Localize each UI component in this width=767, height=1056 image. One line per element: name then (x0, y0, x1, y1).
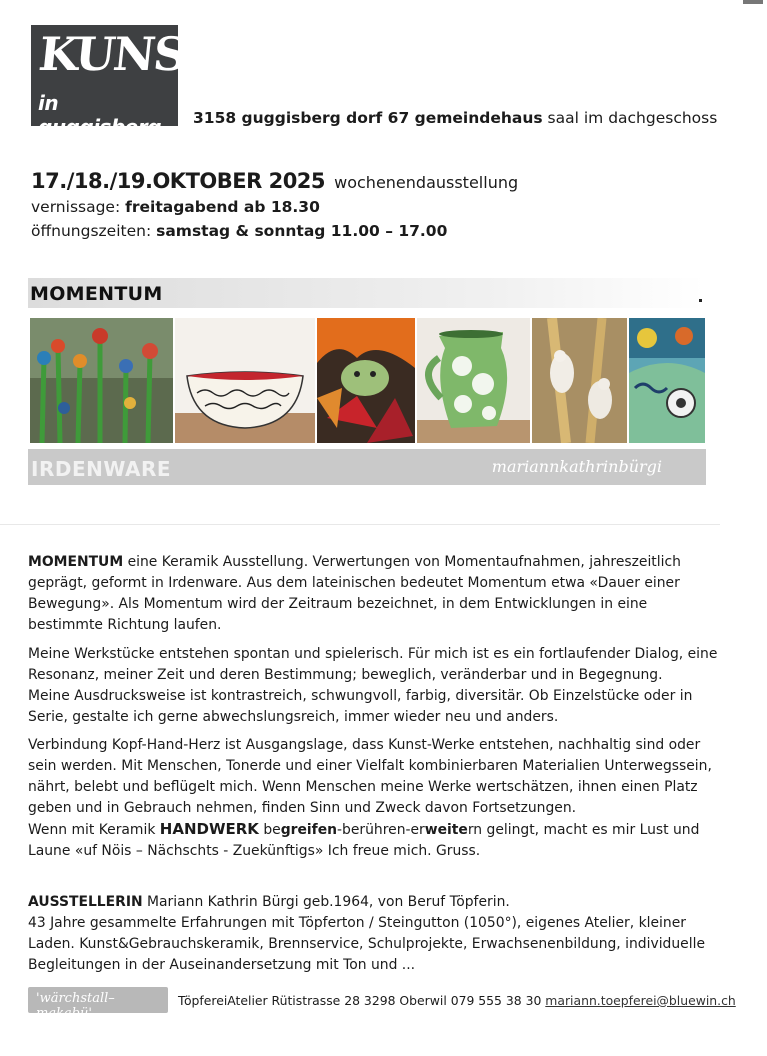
scan-corner-mark (743, 0, 763, 4)
section-divider (0, 524, 720, 525)
footer-address: TöpfereiAtelier Rütistrasse 28 3298 Oberwil 079 555 38 30 (178, 993, 546, 1008)
momentum-body: eine Keramik Ausstellung. Verwertungen von Momentaufnahmen, jahreszeitlich geprägt, geformt in Irdenware. Aus dem lateinischen bedeutet Momentum etwa «Dauer einer Bewegung». Als Momentum wird der Zeitraum bezeichnet, in dem Entwicklungen in eine bestimmte Richtung laufen. (28, 554, 681, 633)
photo-green-jug (417, 318, 530, 443)
ausstellerin-line (28, 892, 718, 913)
dates-suffix: wochenendausstellung (334, 173, 519, 192)
vernissage-line (31, 198, 320, 216)
address-bold: 3158 guggisberg dorf 67 gemeindehaus (193, 109, 543, 127)
handwerk-weite: weite (424, 822, 468, 838)
waerchstall-makabue-logo (28, 987, 168, 1021)
handwerk-be: be (258, 822, 281, 838)
momentum-banner (28, 278, 704, 308)
painted-pottery-detail-icon (629, 318, 705, 443)
werkstuecke-line2: Meine Ausdrucksweise ist kontrastreich, schwungvoll, farbig, diversitär. Ob Einzelstücke oder in Serie, gestalte ich gerne abwechslungsreich, immer wieder neu und anders. (28, 688, 693, 725)
handwerk-word: HANDWERK (159, 820, 259, 838)
kunst-in-guggisberg-logo (31, 25, 220, 139)
photo-face-leaves (317, 318, 415, 443)
paragraph-ausstellerin (28, 892, 718, 976)
logo-place-text: in guggisberg (38, 91, 162, 139)
dates-main: 17./18./19.OKTOBER 2025 (31, 169, 326, 193)
paragraph-werkstuecke (28, 644, 718, 728)
logo-kunst-text: KUNST (36, 27, 220, 81)
ausstellerin-intro: Mariann Kathrin Bürgi geb.1964, von Beruf Töpferin. (142, 894, 510, 910)
banner-dot (699, 299, 702, 302)
handwerk-pre: Wenn mit Keramik (28, 822, 160, 838)
photo-lettered-bowl (175, 318, 315, 443)
paragraph-verbindung (28, 735, 718, 862)
photo-flower-sticks (30, 318, 173, 443)
werkstuecke-line1: Meine Werkstücke entstehen spontan und spielerisch. Für mich ist es ein fortlaufender Dialog, eine Resonanz, meiner Zeit und deren Bestimmung; beweglich, veränderbar und in Begegnung. (28, 646, 718, 683)
ceramics-photo-strip (30, 318, 705, 443)
verbindung-handwerk-line (28, 819, 718, 862)
footer-email-link[interactable]: mariann.toepferei@bluewin.ch (545, 993, 736, 1008)
handwerk-greifen: greifen (280, 822, 338, 838)
footer-logo-text: 'wärchstall–makabü' (36, 991, 115, 1021)
green-floral-jug-icon (417, 318, 530, 443)
photo-ceramic-birds (532, 318, 627, 443)
hours-value: samstag & sonntag 11.00 – 17.00 (156, 222, 448, 240)
ceramic-face-with-leaves-icon (317, 318, 415, 443)
footer-contact (178, 993, 736, 1008)
exhibition-dates (31, 169, 518, 193)
hours-label: öffnungszeiten: (31, 222, 157, 240)
ceramic-flower-sticks-icon (30, 318, 173, 443)
lettered-bowl-icon (175, 318, 315, 443)
artist-signature: mariannkathrinbürgi (491, 457, 662, 476)
momentum-lead: MOMENTUM (28, 554, 124, 570)
irdenware-label: IRDENWARE (31, 457, 172, 481)
vernissage-label: vernissage: (31, 198, 126, 216)
photo-painted-pottery (629, 318, 705, 443)
ausstellerin-lead: AUSSTELLERIN (28, 894, 143, 910)
venue-address (193, 109, 717, 127)
vernissage-value: freitagabend ab 18.30 (125, 198, 320, 216)
opening-hours-line (31, 222, 447, 240)
irdenware-banner (28, 449, 706, 485)
verbindung-body: Verbindung Kopf-Hand-Herz ist Ausgangslage, dass Kunst-Werke entstehen, nachhaltig sind oder sein werden. Mit Menschen, Tonerde und einer Vielfalt kombinierbaren Materialien Unterwegssein, nährt, belebt und beflügelt mich. Wenn Menschen meine Werke wertschätzen, ihnen einen Platz geben und in Gebrauch nehmen, finden Sinn und Zweck davon Fortsetzungen. (28, 737, 712, 816)
paragraph-momentum (28, 552, 718, 636)
handwerk-beruehren: -berühren-er (337, 822, 425, 838)
momentum-title: MOMENTUM (30, 283, 163, 305)
address-rest: saal im dachgeschoss (542, 109, 718, 127)
ceramic-birds-icon (532, 318, 627, 443)
handwerk-rest: rn gelingt, macht es mir Lust und Laune «uf Nöis – Nächschts - Zuekünftigs» Ich freue mich. Gruss. (28, 822, 700, 859)
ausstellerin-body: 43 Jahre gesammelte Erfahrungen mit Töpferton / Steingutton (1050°), eigenes Atelier, kleiner Laden. Kunst&Gebrauchskeramik, Brennservice, Schulprojekte, Erwachsenenbildung, individuelle Begleitungen in der Auseinandersetzung mit Ton und ... (28, 915, 705, 973)
